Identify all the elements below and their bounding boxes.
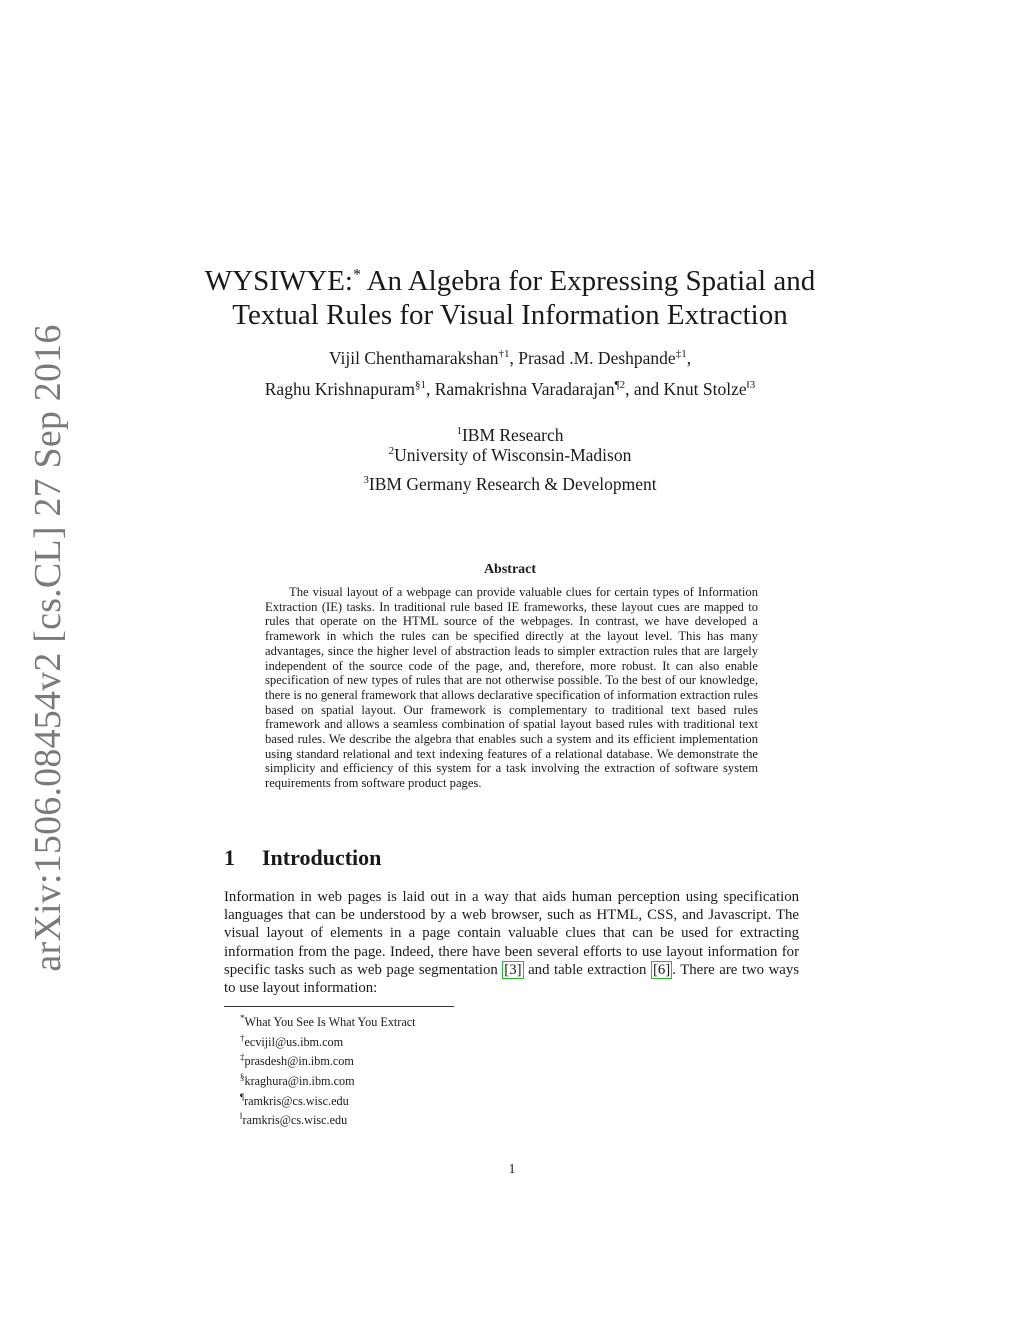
title-footnote-mark: *: [352, 266, 361, 283]
author-marks: ‖3: [746, 379, 756, 391]
paper-title: [160, 258, 860, 332]
author-name: Prasad .M. Deshpande: [518, 347, 676, 368]
footnote: ‡prasdesh@in.ibm.com: [240, 1052, 354, 1069]
title-line-2: Textual Rules for Visual Information Extraction: [232, 298, 788, 331]
author-marks: §1: [414, 379, 426, 391]
arxiv-identifier: arXiv:1506.08454v2 [cs.CL] 27 Sep 2016: [27, 324, 69, 972]
footnote-divider: [224, 1006, 454, 1007]
author-name: Vijil Chenthamarakshan: [328, 347, 499, 368]
affiliation: $^1$IBM Research: [456, 424, 564, 445]
author-name: Knut Stolze: [663, 378, 747, 399]
author-line-2: Raghu Krishnapuram$^{\S 1}$, Ramakrishna Varadarajan$^{\P 2}$, and Knut Stolze$^{‖3}$: [264, 378, 756, 399]
citation-link[interactable]: [6]: [652, 961, 671, 978]
page-number: 1: [508, 1162, 516, 1177]
affiliation: $^2$University of Wisconsin-Madison: [388, 444, 632, 465]
author-name: Raghu Krishnapuram: [264, 378, 415, 399]
section-title: Introduction: [262, 845, 382, 870]
author-marks: ¶2: [614, 379, 626, 391]
footnote: *What You See Is What You Extract: [240, 1013, 416, 1030]
section-heading: [224, 845, 381, 871]
introduction-paragraph: Information in web pages is laid out in a way that aids human perception using specification languages that can be understood by a web browser, such as HTML, CSS, and Javascript. The visual layout of elements in a page contain valuable clues that can be used for extracting information from the page. Indeed, there have been several efforts to use layout information for specific tasks such as web page segmentation [3] and table extraction [6] . There are two ways to use layout information:: [224, 889, 799, 997]
abstract-heading: Abstract: [483, 562, 537, 577]
abstract-text: The visual layout of a webpage can provide valuable clues for certain types of Information Extraction (IE) tasks. In traditional rule based IE frameworks, these layout cues are mapped to rules that operate on the HTML source of the webpages. In contrast, we have developed a framework in which the rules can be specified directly at the layout level. This has many advantages, since the higher level of abstraction leads to simpler extraction rules that are largely independent of the source code of the page, and, therefore, more robust. It can also enable specification of new types of rules that are not otherwise possible. To the best of our knowledge, there is no general framework that allows declarative specification of information extraction rules based on spatial layout. Our framework is complementary to traditional text based rules framework and allows a seamless combination of spatial layout based rules with traditional text based rules. We describe the algebra that enables such a system and its efficient implementation using standard relational and text indexing features of a relational database. We demonstrate the simplicity and efficiency of this system for a task involving the extraction of software system requirements from software product pages.: [265, 585, 758, 791]
affiliation: $^3$IBM Germany Research & Development: [363, 473, 657, 494]
section-number: 1: [224, 845, 235, 870]
author-name: Ramakrishna Varadarajan: [434, 378, 615, 399]
author-marks: ‡1: [675, 348, 687, 360]
footnote: †ecvijil@us.ibm.com: [240, 1032, 344, 1049]
author-marks: †1: [498, 348, 510, 360]
title-line-1: WYSIWYE:* An Algebra for Expressing Spatial and: [204, 264, 816, 297]
footnote: §kraghura@in.ibm.com: [240, 1071, 355, 1089]
footnote: ‖ramkris@cs.wisc.edu: [240, 1111, 348, 1128]
footnote: ¶ramkris@cs.wisc.edu: [240, 1091, 349, 1108]
citation-link[interactable]: [3]: [504, 961, 522, 978]
footnotes-list: [240, 1011, 416, 1129]
author-line-1: Vijil Chenthamarakshan$^{\dagger 1}$, Prasad .M. Deshpande$^{\ddagger 1}$,: [328, 347, 692, 368]
